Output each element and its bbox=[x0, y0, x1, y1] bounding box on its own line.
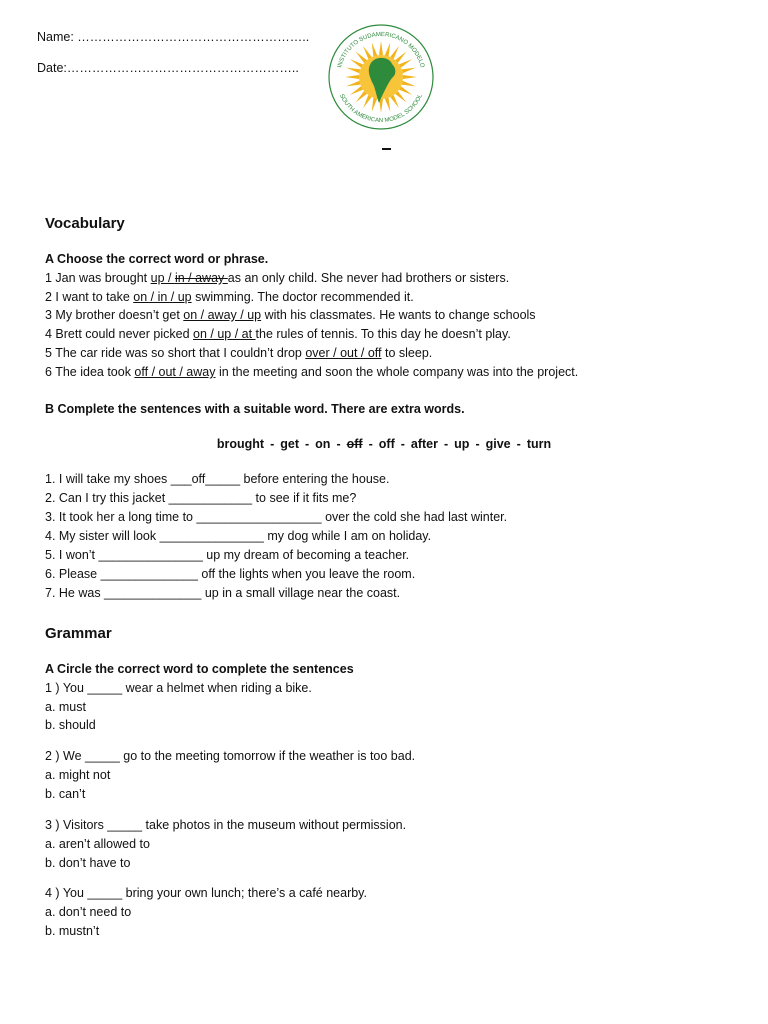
grammar-part-a-instruction: A Circle the correct word to complete the sentences bbox=[45, 662, 354, 676]
name-field-label: Name: ……………………………………………….. bbox=[37, 30, 310, 44]
word-bank-item: brought bbox=[216, 437, 265, 451]
word-bank-item: turn bbox=[526, 437, 552, 451]
date-field-label: Date:……………………………………………….. bbox=[37, 61, 299, 75]
vocab-b-sentence-6: 6. Please ______________ off the lights when you leave the room. bbox=[45, 567, 416, 581]
vocab-b-sentence-4: 4. My sister will look _______________ my dog while I am on holiday. bbox=[45, 529, 432, 543]
word-bank-item: get bbox=[280, 437, 299, 451]
grammar-heading: Grammar bbox=[45, 625, 112, 642]
word-bank-separator: - bbox=[270, 437, 275, 451]
vocab-a-item-5: 5 The car ride was so short that I couldn’t drop over / out / off to sleep. bbox=[45, 346, 433, 360]
grammar-q2-option-a: a. might not bbox=[45, 768, 111, 782]
vocabulary-heading: Vocabulary bbox=[45, 215, 125, 232]
grammar-question-3: 3 ) Visitors _____ take photos in the museum without permission. bbox=[45, 818, 407, 832]
grammar-q1-option-b: b. should bbox=[45, 718, 96, 732]
grammar-q4-option-a: a. don’t need to bbox=[45, 905, 132, 919]
word-bank-item: off bbox=[346, 437, 363, 451]
vocab-a-item-2: 2 I want to take on / in / up swimming. The doctor recommended it. bbox=[45, 290, 414, 304]
grammar-q3-option-a: a. aren’t allowed to bbox=[45, 837, 150, 851]
vocab-b-sentence-2: 2. Can I try this jacket ____________ to see if it fits me? bbox=[45, 491, 357, 505]
grammar-question-1: 1 ) You _____ wear a helmet when riding a bike. bbox=[45, 681, 312, 695]
grammar-q4-option-b: b. mustn’t bbox=[45, 924, 100, 938]
word-bank-separator: - bbox=[516, 437, 521, 451]
word-bank-separator: - bbox=[305, 437, 310, 451]
vocab-part-b-instruction: B Complete the sentences with a suitable word. There are extra words. bbox=[45, 402, 465, 416]
word-bank-separator: - bbox=[336, 437, 341, 451]
word-bank bbox=[0, 437, 768, 451]
vocab-a-item-6: 6 The idea took off / out / away in the meeting and soon the whole company was into the project. bbox=[45, 365, 579, 379]
vocab-b-sentence-5: 5. I won’t _______________ up my dream of becoming a teacher. bbox=[45, 548, 410, 562]
vocab-b-sentence-3: 3. It took her a long time to __________________ over the cold she had last winter. bbox=[45, 510, 508, 524]
word-bank-item: give bbox=[485, 437, 511, 451]
word-bank-separator: - bbox=[368, 437, 373, 451]
word-bank-separator: - bbox=[400, 437, 405, 451]
page-dash bbox=[382, 148, 391, 150]
vocab-part-a-instruction: A Choose the correct word or phrase. bbox=[45, 252, 269, 266]
grammar-q1-option-a: a. must bbox=[45, 700, 86, 714]
school-seal-icon bbox=[326, 22, 436, 132]
grammar-question-4: 4 ) You _____ bring your own lunch; there’s a café nearby. bbox=[45, 886, 367, 900]
grammar-q3-option-b: b. don’t have to bbox=[45, 856, 131, 870]
logo-bottom-text: SOUTH AMERICAN MODEL SCHOOL bbox=[337, 93, 425, 125]
grammar-question-2: 2 ) We _____ go to the meeting tomorrow if the weather is too bad. bbox=[45, 749, 416, 763]
word-bank-separator: - bbox=[444, 437, 449, 451]
vocab-b-sentence-7: 7. He was ______________ up in a small village near the coast. bbox=[45, 586, 401, 600]
grammar-q2-option-b: b. can’t bbox=[45, 787, 86, 801]
vocab-b-sentence-1: 1. I will take my shoes ___off_____ before entering the house. bbox=[45, 472, 390, 486]
word-bank-item: off bbox=[378, 437, 395, 451]
vocab-a-item-3: 3 My brother doesn’t get on / away / up with his classmates. He wants to change schools bbox=[45, 308, 536, 322]
vocab-a-item-4: 4 Brett could never picked on / up / at the rules of tennis. To this day he doesn’t play. bbox=[45, 327, 511, 341]
word-bank-item: after bbox=[410, 437, 438, 451]
logo-top-text: INSTITUTO SUDAMERICANO MODELO bbox=[337, 31, 425, 69]
word-bank-separator: - bbox=[475, 437, 480, 451]
school-logo bbox=[326, 22, 436, 132]
word-bank-item: on bbox=[315, 437, 331, 451]
vocab-a-item-1: 1 Jan was brought up / in / away as an only child. She never had brothers or sisters. bbox=[45, 271, 510, 285]
word-bank-item: up bbox=[454, 437, 470, 451]
